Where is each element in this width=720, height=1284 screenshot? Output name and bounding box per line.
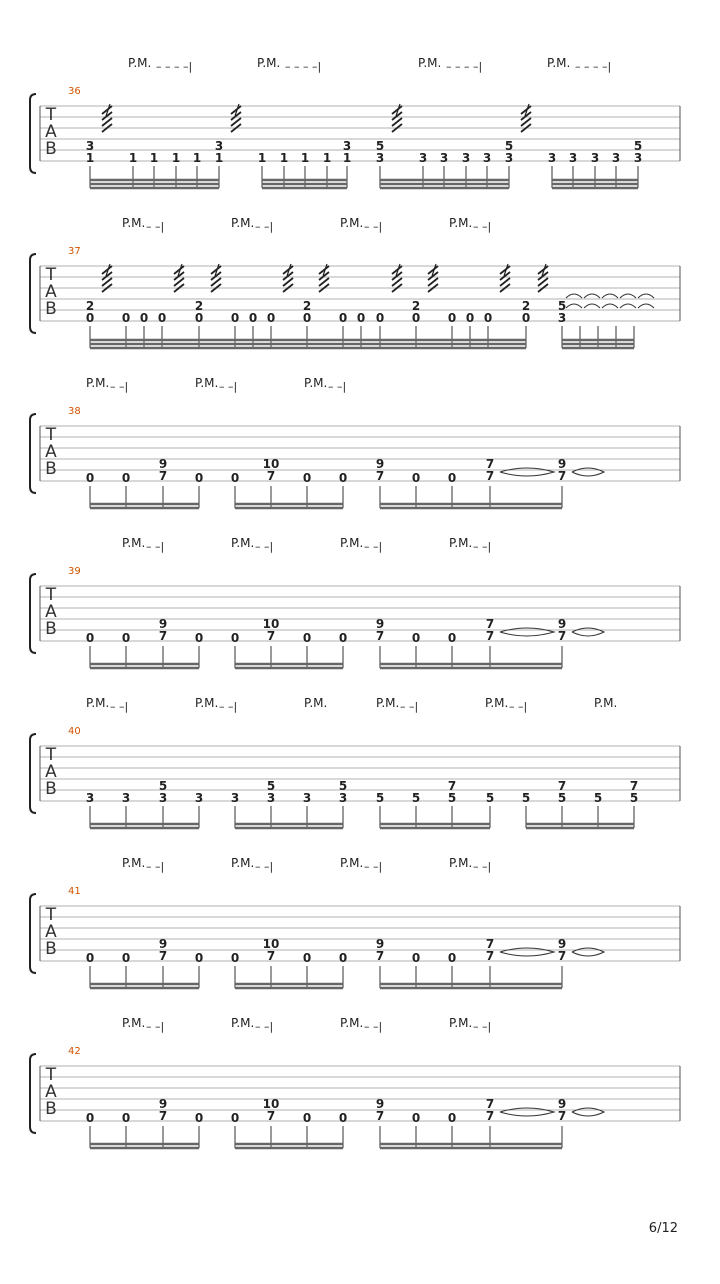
fret-number: 10 xyxy=(262,937,280,951)
tab-clef-letter: B xyxy=(45,779,57,799)
fret-number: 0 xyxy=(230,951,240,965)
fret-number: 9 xyxy=(158,937,168,951)
fret-number: 0 xyxy=(338,631,348,645)
tie-curve xyxy=(584,294,600,298)
fret-number: 7 xyxy=(629,779,639,793)
palm-mute-label: P.M. xyxy=(304,376,328,390)
fret-number: 7 xyxy=(557,629,567,643)
fret-number: 2 xyxy=(521,299,531,313)
palm-mute-label: P.M. xyxy=(449,216,473,230)
palm-mute-label: P.M. xyxy=(231,536,255,550)
palm-mute-dashes: – –| xyxy=(255,540,274,553)
fret-number: 9 xyxy=(375,1097,385,1111)
fret-number: 3 xyxy=(504,151,514,165)
tie-curve xyxy=(620,304,636,308)
fret-number: 0 xyxy=(121,1111,131,1125)
fret-number: 7 xyxy=(485,617,495,631)
tie-curve xyxy=(572,948,604,956)
palm-mute-label: P.M. xyxy=(231,1016,255,1030)
fret-number: 1 xyxy=(279,151,289,165)
fret-number: 0 xyxy=(194,951,204,965)
fret-number: 5 xyxy=(375,139,385,153)
palm-mute-label: P.M. xyxy=(128,56,152,70)
fret-number: 0 xyxy=(85,951,95,965)
tab-clef-letter: A xyxy=(45,282,57,302)
fret-number: 0 xyxy=(230,471,240,485)
fret-number: 3 xyxy=(85,791,95,805)
palm-mute-dashes: – –| xyxy=(473,540,492,553)
fret-number: 7 xyxy=(375,1109,385,1123)
palm-mute-label: P.M. xyxy=(195,376,219,390)
palm-mute-dashes: – –| xyxy=(255,1020,274,1033)
tab-clef-letter: B xyxy=(45,1099,57,1119)
fret-number: 1 xyxy=(300,151,310,165)
tie-curve xyxy=(638,294,654,298)
fret-number: 0 xyxy=(447,631,457,645)
fret-number: 0 xyxy=(411,471,421,485)
fret-number: 0 xyxy=(194,311,204,325)
palm-mute-label: P.M. xyxy=(449,1016,473,1030)
palm-mute-dashes: – –| xyxy=(146,540,165,553)
palm-mute-dashes: – –| xyxy=(473,860,492,873)
fret-number: 0 xyxy=(121,631,131,645)
fret-number: 3 xyxy=(338,791,348,805)
fret-number: 0 xyxy=(230,311,240,325)
fret-number: 7 xyxy=(266,469,276,483)
fret-number: 3 xyxy=(85,139,95,153)
tie-curve xyxy=(572,468,604,476)
fret-number: 7 xyxy=(485,1097,495,1111)
system-bracket xyxy=(30,94,36,173)
fret-number: 0 xyxy=(356,311,366,325)
fret-number: 3 xyxy=(214,139,224,153)
fret-number: 0 xyxy=(302,471,312,485)
fret-number: 0 xyxy=(85,1111,95,1125)
palm-mute-dashes: – –| xyxy=(110,380,129,393)
fret-number: 1 xyxy=(85,151,95,165)
fret-number: 5 xyxy=(266,779,276,793)
fret-number: 3 xyxy=(461,151,471,165)
fret-number: 0 xyxy=(338,311,348,325)
palm-mute-label: P.M. xyxy=(340,216,364,230)
fret-number: 1 xyxy=(171,151,181,165)
fret-number: 3 xyxy=(230,791,240,805)
palm-mute-dashes: – –| xyxy=(219,380,238,393)
system-bracket xyxy=(30,414,36,493)
fret-number: 5 xyxy=(633,139,643,153)
fret-number: 10 xyxy=(262,457,280,471)
tie-curve xyxy=(602,304,618,308)
palm-mute-label: P.M. xyxy=(594,696,618,710)
tab-clef-letter: A xyxy=(45,442,57,462)
palm-mute-dashes: – –| xyxy=(110,700,129,713)
tab-clef-letter: A xyxy=(45,1082,57,1102)
tie-curve xyxy=(500,468,554,476)
fret-number: 0 xyxy=(447,311,457,325)
tab-clef-letter: T xyxy=(45,905,57,925)
fret-number: 0 xyxy=(194,471,204,485)
system-bracket xyxy=(30,1054,36,1133)
fret-number: 0 xyxy=(465,311,475,325)
fret-number: 1 xyxy=(257,151,267,165)
fret-number: 7 xyxy=(485,1109,495,1123)
fret-number: 0 xyxy=(338,471,348,485)
palm-mute-label: P.M. xyxy=(86,696,110,710)
fret-number: 0 xyxy=(483,311,493,325)
fret-number: 0 xyxy=(411,951,421,965)
palm-mute-dashes: – –| xyxy=(146,1020,165,1033)
fret-number: 9 xyxy=(557,457,567,471)
palm-mute-dashes: – –| xyxy=(473,220,492,233)
fret-number: 2 xyxy=(411,299,421,313)
fret-number: 9 xyxy=(557,1097,567,1111)
fret-number: 0 xyxy=(411,311,421,325)
fret-number: 5 xyxy=(593,791,603,805)
fret-number: 9 xyxy=(375,457,385,471)
fret-number: 0 xyxy=(447,951,457,965)
fret-number: 0 xyxy=(411,631,421,645)
palm-mute-dashes: – –| xyxy=(364,540,383,553)
fret-number: 2 xyxy=(194,299,204,313)
palm-mute-dashes: – – – –| xyxy=(575,60,612,73)
fret-number: 5 xyxy=(375,791,385,805)
fret-number: 5 xyxy=(629,791,639,805)
tie-curve xyxy=(620,294,636,298)
fret-number: 3 xyxy=(266,791,276,805)
fret-number: 5 xyxy=(504,139,514,153)
tie-curve xyxy=(584,304,600,308)
palm-mute-label: P.M. xyxy=(449,536,473,550)
measure-number: 42 xyxy=(68,1046,81,1057)
fret-number: 3 xyxy=(633,151,643,165)
fret-number: 7 xyxy=(485,949,495,963)
fret-number: 5 xyxy=(557,791,567,805)
fret-number: 7 xyxy=(158,1109,168,1123)
palm-mute-dashes: – –| xyxy=(473,1020,492,1033)
fret-number: 0 xyxy=(85,631,95,645)
fret-number: 5 xyxy=(338,779,348,793)
fret-number: 5 xyxy=(447,791,457,805)
palm-mute-dashes: – – – –| xyxy=(156,60,193,73)
tab-clef-letter: T xyxy=(45,265,57,285)
fret-number: 7 xyxy=(266,1109,276,1123)
fret-number: 7 xyxy=(158,629,168,643)
fret-number: 0 xyxy=(121,951,131,965)
fret-number: 0 xyxy=(121,471,131,485)
tie-curve xyxy=(638,304,654,308)
fret-number: 0 xyxy=(230,1111,240,1125)
fret-number: 0 xyxy=(194,1111,204,1125)
tab-clef-letter: A xyxy=(45,122,57,142)
fret-number: 0 xyxy=(302,951,312,965)
tab-clef-letter: T xyxy=(45,745,57,765)
fret-number: 0 xyxy=(411,1111,421,1125)
fret-number: 0 xyxy=(121,311,131,325)
tab-clef-letter: T xyxy=(45,585,57,605)
fret-number: 2 xyxy=(85,299,95,313)
fret-number: 9 xyxy=(158,457,168,471)
fret-number: 9 xyxy=(375,937,385,951)
fret-number: 1 xyxy=(322,151,332,165)
fret-number: 7 xyxy=(266,629,276,643)
measure-number: 38 xyxy=(68,406,81,417)
tab-clef-letter: T xyxy=(45,425,57,445)
fret-number: 2 xyxy=(302,299,312,313)
tab-clef-letter: T xyxy=(45,105,57,125)
tab-clef-letter: B xyxy=(45,619,57,639)
palm-mute-dashes: – –| xyxy=(255,220,274,233)
palm-mute-label: P.M. xyxy=(340,856,364,870)
fret-number: 7 xyxy=(557,469,567,483)
tie-curve xyxy=(572,628,604,636)
palm-mute-label: P.M. xyxy=(257,56,281,70)
fret-number: 0 xyxy=(447,471,457,485)
palm-mute-label: P.M. xyxy=(122,1016,146,1030)
system-bracket xyxy=(30,894,36,973)
fret-number: 5 xyxy=(557,299,567,313)
fret-number: 3 xyxy=(547,151,557,165)
palm-mute-dashes: – –| xyxy=(509,700,528,713)
fret-number: 0 xyxy=(266,311,276,325)
system-bracket xyxy=(30,574,36,653)
palm-mute-dashes: – –| xyxy=(146,220,165,233)
fret-number: 7 xyxy=(485,457,495,471)
fret-number: 1 xyxy=(128,151,138,165)
palm-mute-label: P.M. xyxy=(122,216,146,230)
fret-number: 7 xyxy=(375,629,385,643)
palm-mute-dashes: – –| xyxy=(255,860,274,873)
measure-number: 41 xyxy=(68,886,81,897)
fret-number: 7 xyxy=(158,949,168,963)
palm-mute-dashes: – –| xyxy=(328,380,347,393)
fret-number: 0 xyxy=(85,471,95,485)
fret-number: 7 xyxy=(557,1109,567,1123)
palm-mute-dashes: – – – –| xyxy=(446,60,483,73)
system-bracket xyxy=(30,734,36,813)
fret-number: 0 xyxy=(302,1111,312,1125)
measure-number: 39 xyxy=(68,566,81,577)
fret-number: 0 xyxy=(194,631,204,645)
fret-number: 5 xyxy=(158,779,168,793)
measure-number: 37 xyxy=(68,246,81,257)
fret-number: 1 xyxy=(192,151,202,165)
palm-mute-label: P.M. xyxy=(86,376,110,390)
palm-mute-label: P.M. xyxy=(231,856,255,870)
palm-mute-label: P.M. xyxy=(195,696,219,710)
fret-number: 3 xyxy=(302,791,312,805)
fret-number: 3 xyxy=(482,151,492,165)
fret-number: 3 xyxy=(375,151,385,165)
tab-clef-letter: B xyxy=(45,299,57,319)
fret-number: 3 xyxy=(568,151,578,165)
tab-clef-letter: A xyxy=(45,602,57,622)
fret-number: 7 xyxy=(485,629,495,643)
fret-number: 3 xyxy=(121,791,131,805)
fret-number: 3 xyxy=(439,151,449,165)
page-number: 6/12 xyxy=(648,1221,678,1236)
fret-number: 9 xyxy=(375,617,385,631)
fret-number: 9 xyxy=(158,617,168,631)
palm-mute-label: P.M. xyxy=(547,56,571,70)
fret-number: 3 xyxy=(590,151,600,165)
tie-curve xyxy=(572,1108,604,1116)
fret-number: 1 xyxy=(214,151,224,165)
palm-mute-dashes: – –| xyxy=(146,860,165,873)
fret-number: 7 xyxy=(485,937,495,951)
palm-mute-dashes: – –| xyxy=(400,700,419,713)
fret-number: 3 xyxy=(418,151,428,165)
tab-clef-letter: B xyxy=(45,139,57,159)
tie-curve xyxy=(500,1108,554,1116)
palm-mute-label: P.M. xyxy=(449,856,473,870)
fret-number: 7 xyxy=(158,469,168,483)
palm-mute-label: P.M. xyxy=(340,1016,364,1030)
tab-clef-letter: A xyxy=(45,922,57,942)
palm-mute-label: P.M. xyxy=(418,56,442,70)
palm-mute-label: P.M. xyxy=(122,856,146,870)
fret-number: 7 xyxy=(485,469,495,483)
palm-mute-label: P.M. xyxy=(304,696,328,710)
palm-mute-label: P.M. xyxy=(231,216,255,230)
palm-mute-dashes: – – – –| xyxy=(285,60,322,73)
tie-curve xyxy=(500,628,554,636)
fret-number: 0 xyxy=(230,631,240,645)
fret-number: 0 xyxy=(521,311,531,325)
fret-number: 5 xyxy=(485,791,495,805)
fret-number: 3 xyxy=(342,139,352,153)
fret-number: 1 xyxy=(149,151,159,165)
fret-number: 0 xyxy=(139,311,149,325)
system-bracket xyxy=(30,254,36,333)
tab-clef-letter: T xyxy=(45,1065,57,1085)
fret-number: 9 xyxy=(557,937,567,951)
fret-number: 3 xyxy=(557,311,567,325)
fret-number: 3 xyxy=(611,151,621,165)
fret-number: 10 xyxy=(262,617,280,631)
fret-number: 0 xyxy=(302,631,312,645)
palm-mute-dashes: – –| xyxy=(364,1020,383,1033)
fret-number: 9 xyxy=(557,617,567,631)
fret-number: 0 xyxy=(85,311,95,325)
fret-number: 0 xyxy=(302,311,312,325)
palm-mute-label: P.M. xyxy=(340,536,364,550)
palm-mute-dashes: – –| xyxy=(219,700,238,713)
fret-number: 1 xyxy=(342,151,352,165)
fret-number: 7 xyxy=(447,779,457,793)
fret-number: 0 xyxy=(338,951,348,965)
fret-number: 5 xyxy=(411,791,421,805)
measure-number: 40 xyxy=(68,726,81,737)
palm-mute-label: P.M. xyxy=(376,696,400,710)
fret-number: 3 xyxy=(158,791,168,805)
measure-number: 36 xyxy=(68,86,81,97)
fret-number: 0 xyxy=(447,1111,457,1125)
tie-curve xyxy=(500,948,554,956)
tab-clef-letter: B xyxy=(45,459,57,479)
tie-curve xyxy=(566,304,582,308)
tab-clef-letter: B xyxy=(45,939,57,959)
fret-number: 7 xyxy=(557,779,567,793)
fret-number: 10 xyxy=(262,1097,280,1111)
tie-curve xyxy=(602,294,618,298)
fret-number: 0 xyxy=(375,311,385,325)
palm-mute-label: P.M. xyxy=(485,696,509,710)
tie-curve xyxy=(566,294,582,298)
palm-mute-label: P.M. xyxy=(122,536,146,550)
fret-number: 0 xyxy=(338,1111,348,1125)
fret-number: 5 xyxy=(521,791,531,805)
fret-number: 0 xyxy=(248,311,258,325)
fret-number: 7 xyxy=(266,949,276,963)
fret-number: 0 xyxy=(157,311,167,325)
tab-clef-letter: A xyxy=(45,762,57,782)
fret-number: 7 xyxy=(557,949,567,963)
palm-mute-dashes: – –| xyxy=(364,860,383,873)
fret-number: 9 xyxy=(158,1097,168,1111)
fret-number: 7 xyxy=(375,469,385,483)
fret-number: 3 xyxy=(194,791,204,805)
fret-number: 7 xyxy=(375,949,385,963)
palm-mute-dashes: – –| xyxy=(364,220,383,233)
